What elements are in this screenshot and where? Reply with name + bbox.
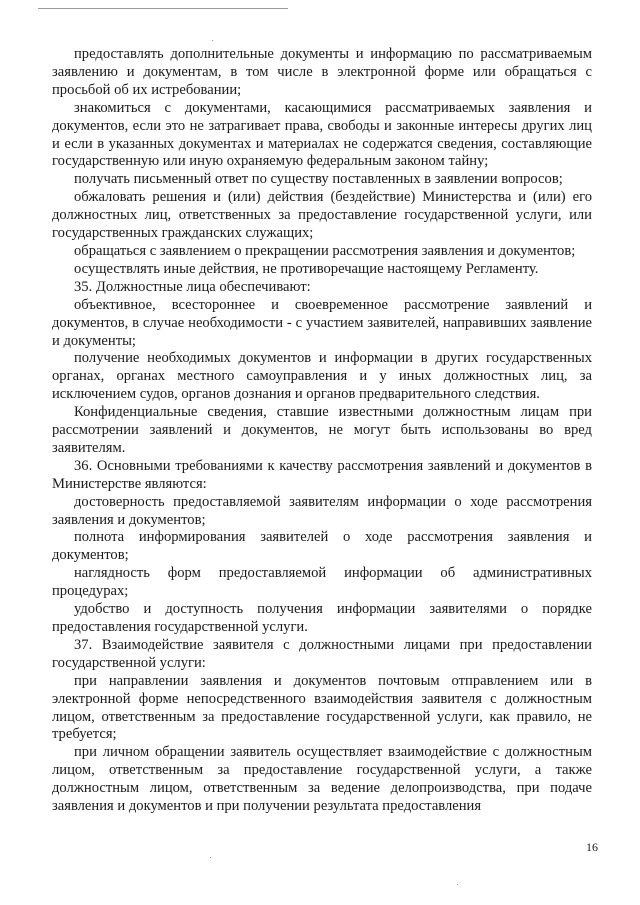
paragraph: при личном обращении заявитель осуществляет взаимодействие с должностным лицом, ответственным за предоставление государственной услуги, а также должностным лицом, ответственным за ведение делопроизводства, при подаче заявления и документов и при получении результата предоставления [52,744,592,815]
paragraph: достоверность предоставляемой заявителям информации о ходе рассмотрения заявления и документов; [52,493,592,528]
paragraph: Конфиденциальные сведения, ставшие известными должностным лицам при рассмотрении заявлений и документов, не могут быть использованы во вред заявителям. [52,404,592,456]
paragraph: при направлении заявления и документов почтовым отправлением или в электронной форме непосредственного взаимодействия заявителя с должностным лицом, ответственным за предоставление государственной услуги, как правило, не требуется; [52,672,592,743]
page-number: 16 [586,840,598,854]
paragraph: предоставлять дополнительные документы и информацию по рассматриваемым заявлению и документам, в том числе в электронной форме или обращаться с просьбой об их истребовании; [52,46,592,98]
scan-speck [212,40,213,41]
top-rule [38,8,288,9]
paragraph: обращаться с заявлением о прекращении рассмотрения заявления и документов; [74,242,576,259]
paragraph: осуществлять иные действия, не противоречащие настоящему Регламенту. [74,260,539,277]
paragraph: полнота информирования заявителей о ходе рассмотрения заявления и документов; [52,529,592,564]
paragraph: получение необходимых документов и информации в других государственных органах, органах местного самоуправления и у иных должностных лиц, за исключением судов, органов дознания и органов предварительного следствия. [52,350,592,403]
paragraph: знакомиться с документами, касающимися рассматриваемых заявления и документов, если это не затрагивает права, свободы и законные интересы других лиц и если в указанных документах и материалах не содержатся сведения, составляющие государственную или иную охраняемую федеральным законом тайну; [52,99,592,170]
scan-speck [457,884,458,885]
paragraph: получать письменный ответ по существу поставленных в заявлении вопросов; [74,171,563,188]
section-heading-37: 37. Взаимодействие заявителя с должностными лицами при предоставлении государственной услуги: [52,636,592,671]
paragraph: обжаловать решения и (или) действия (бездействие) Министерства и (или) его должностных лиц, ответственных за предоставление государственной услуги, или государственных гражданских служащих; [52,189,592,242]
paragraph: наглядность форм предоставляемой информации об административных процедурах; [52,565,592,600]
section-heading-35: 35. Должностные лица обеспечивают: [74,278,311,295]
scan-speck [210,857,211,858]
document-body [52,46,592,816]
paragraph: удобство и доступность получения информации заявителями о порядке предоставления государственной услуги. [52,601,592,635]
section-heading-36: 36. Основными требованиями к качеству рассмотрения заявлений и документов в Министерстве являются: [52,457,592,492]
paragraph: объективное, всестороннее и своевременное рассмотрение заявлений и документов, в случае необходимости - с участием заявителей, направивших заявление и документы; [52,296,592,349]
